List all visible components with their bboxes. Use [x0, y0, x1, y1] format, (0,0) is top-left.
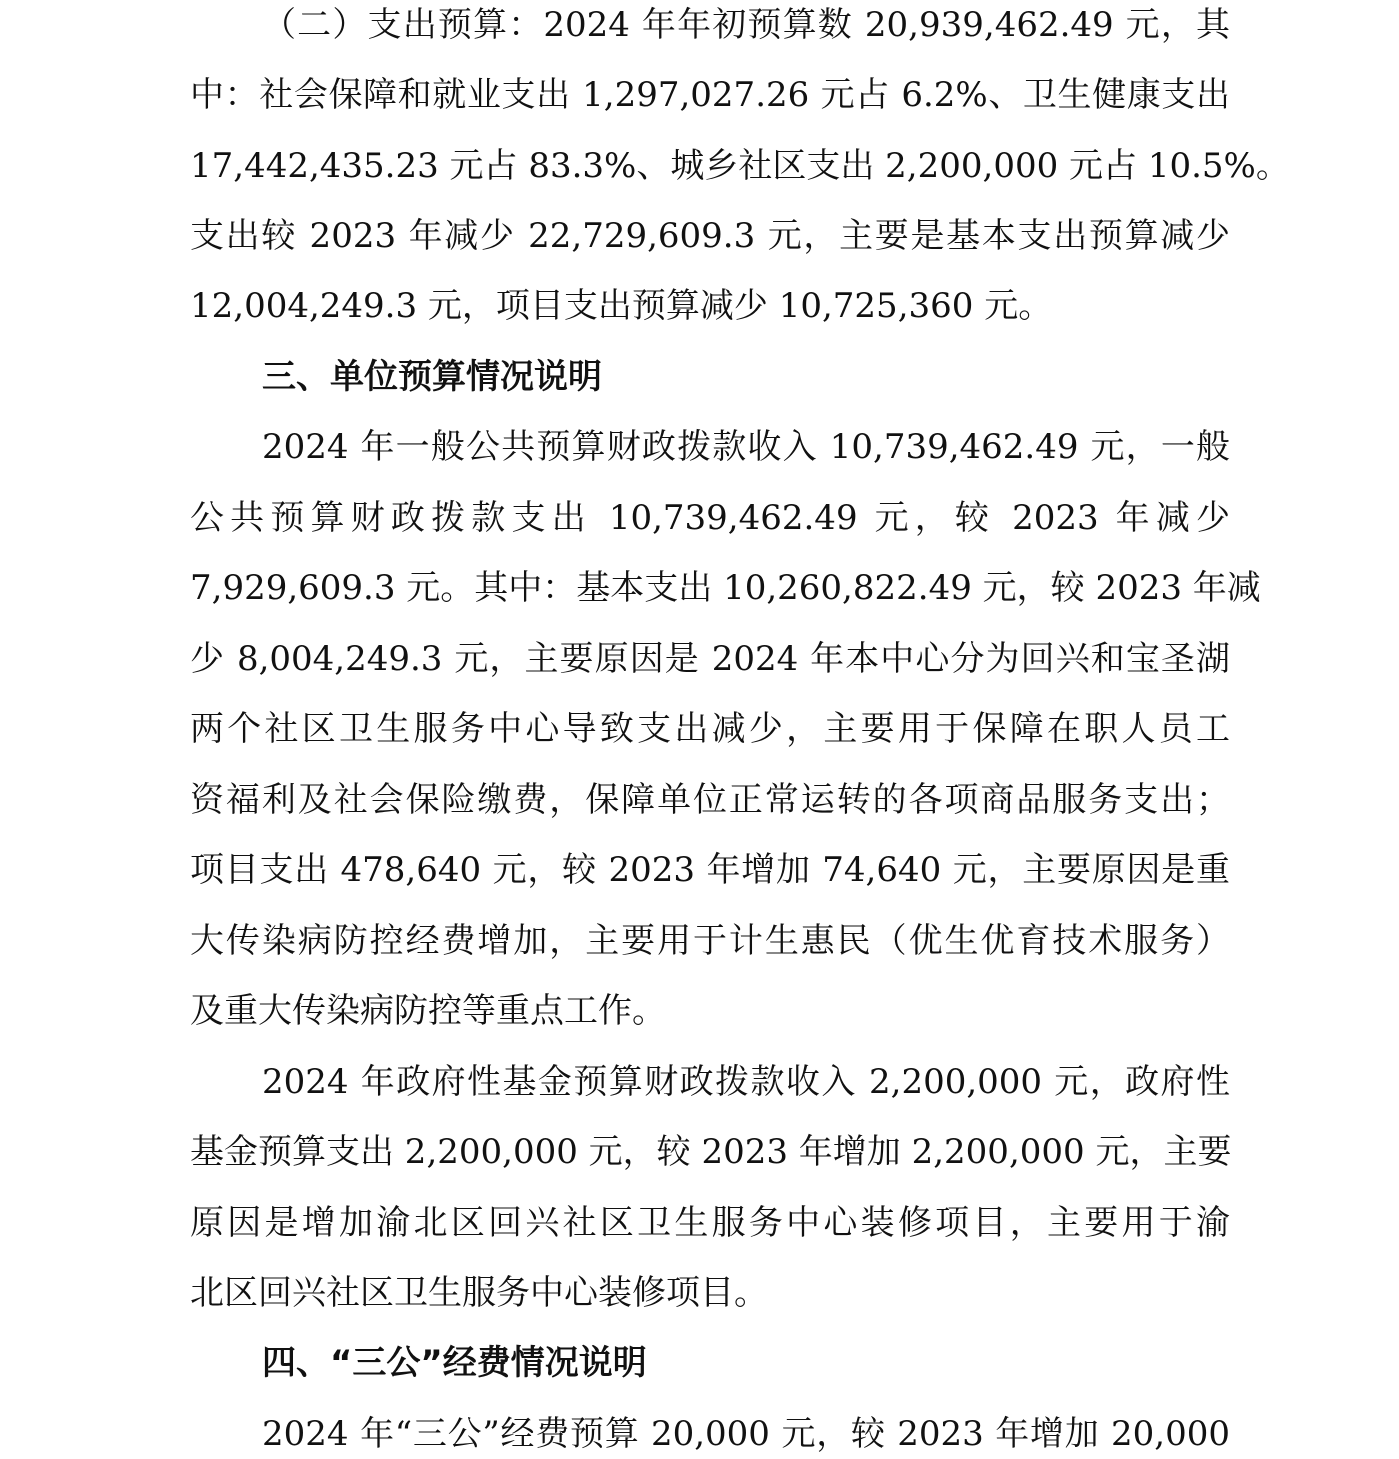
paragraph-line: 两个社区卫生服务中心导致支出减少，主要用于保障在职人员工: [190, 709, 1230, 749]
section-heading: 三、单位预算情况说明: [262, 357, 602, 397]
paragraph-line: 大传染病防控经费增加，主要用于计生惠民（优生优育技术服务）: [190, 921, 1230, 961]
paragraph-line: 项目支出 478,640 元，较 2023 年增加 74,640 元，主要原因是重: [190, 850, 1230, 890]
paragraph-line: 少 8,004,249.3 元，主要原因是 2024 年本中心分为回兴和宝圣湖: [190, 639, 1230, 679]
paragraph-line: 7,929,609.3 元。其中：基本支出 10,260,822.49 元，较 2023 年减: [190, 568, 1261, 608]
paragraph-line: 12,004,249.3 元，项目支出预算减少 10,725,360 元。: [190, 286, 1053, 326]
paragraph-line: 17,442,435.23 元占 83.3%、城乡社区支出 2,200,000 元占 10.5%。: [190, 146, 1290, 186]
paragraph-line: 资福利及社会保险缴费，保障单位正常运转的各项商品服务支出；: [190, 780, 1230, 820]
paragraph-line: 原因是增加渝北区回兴社区卫生服务中心装修项目，主要用于渝: [190, 1203, 1230, 1243]
paragraph-line: 2024 年一般公共预算财政拨款收入 10,739,462.49 元，一般: [262, 427, 1230, 467]
paragraph-line: 公共预算财政拨款支出 10,739,462.49 元，较 2023 年减少: [190, 498, 1230, 538]
paragraph-line: 2024 年“三公”经费预算 20,000 元，较 2023 年增加 20,000: [262, 1414, 1230, 1454]
paragraph-line: （二）支出预算：2024 年年初预算数 20,939,462.49 元，其: [262, 5, 1230, 45]
paragraph-line: 支出较 2023 年减少 22,729,609.3 元，主要是基本支出预算减少: [190, 216, 1230, 256]
paragraph-line: 2024 年政府性基金预算财政拨款收入 2,200,000 元，政府性: [262, 1062, 1230, 1102]
paragraph-line: 及重大传染病防控等重点工作。: [190, 991, 666, 1031]
paragraph-line: 中：社会保障和就业支出 1,297,027.26 元占 6.2%、卫生健康支出: [190, 75, 1230, 115]
section-heading: 四、“三公”经费情况说明: [262, 1343, 647, 1383]
paragraph-line: 北区回兴社区卫生服务中心装修项目。: [190, 1273, 768, 1313]
paragraph-line: 基金预算支出 2,200,000 元，较 2023 年增加 2,200,000 元，主要: [190, 1132, 1232, 1172]
